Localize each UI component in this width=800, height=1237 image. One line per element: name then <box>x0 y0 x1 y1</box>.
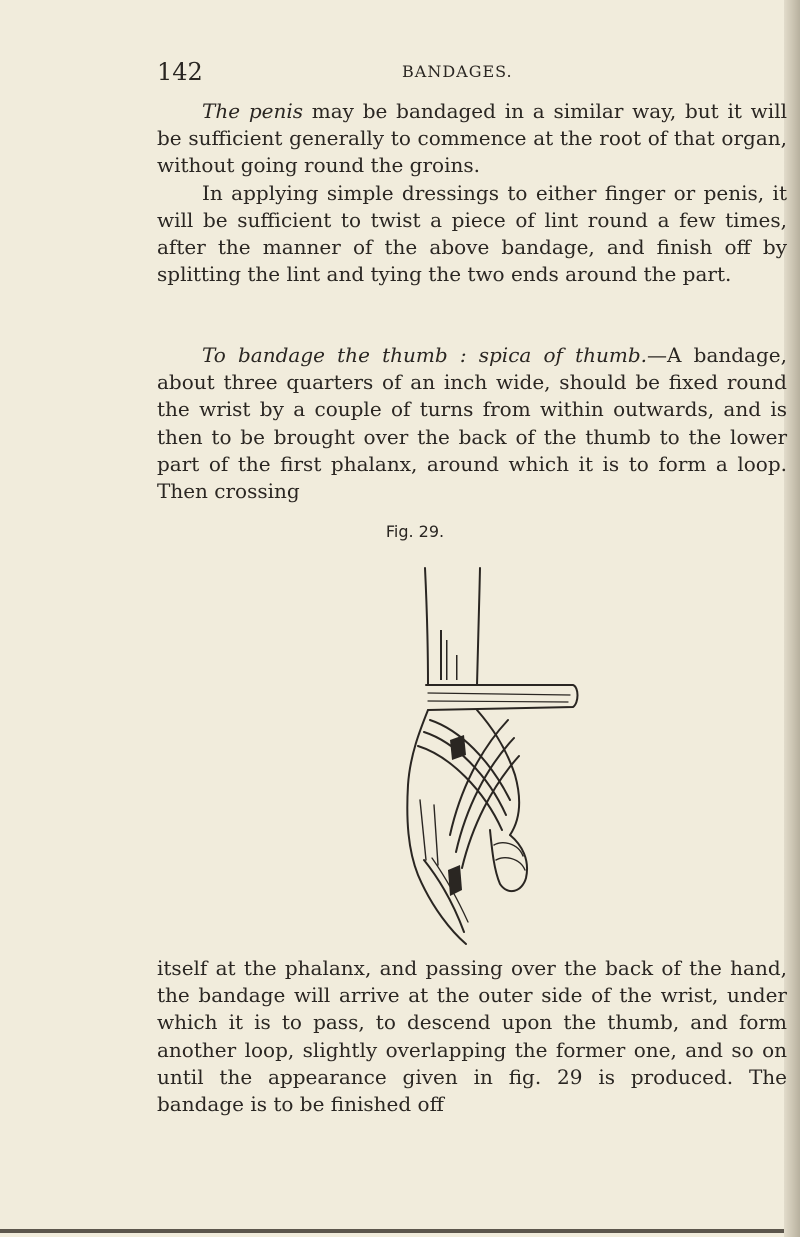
text-block-thumb <box>157 342 787 505</box>
text-block-lower <box>157 955 787 1118</box>
text-block-upper <box>157 98 787 288</box>
paragraph-lead: To bandage the thumb : spica of thumb. <box>202 343 648 367</box>
paragraph-body: In applying simple dressings to either finger or penis, it will be sufficient to twist a piece of lint round a few times, after the manner of the above bandage, and finish off by splitting the lint and tying the two ends around the part. <box>157 180 787 287</box>
paragraph-thumb <box>157 342 787 505</box>
paragraph-simple-dressings <box>157 180 787 289</box>
paragraph-lead: The penis <box>202 99 304 123</box>
paragraph-continuation <box>157 955 787 1118</box>
paragraph-penis <box>157 98 787 180</box>
thumb-spica-bandage-illustration <box>380 560 600 950</box>
paragraph-body: may be bandaged in a similar way, but it will be sufficient generally to commence at the root of that organ, without going round the groins. <box>157 99 787 178</box>
page-number: 142 <box>157 58 203 86</box>
figure-caption: Fig. 29. <box>385 522 445 541</box>
running-title: BANDAGES. <box>402 62 513 81</box>
bandage-drawing <box>380 560 600 950</box>
page-header <box>157 52 717 86</box>
paragraph-body: —A bandage, about three quarters of an inch wide, should be fixed round the wrist by a couple of turns from within outwards, and is then to be brought over the back of the thumb to the lower part of the first phalanx, around which it is to form a loop. Then crossing <box>157 343 787 504</box>
paragraph-body: itself at the phalanx, and passing over the back of the hand, the bandage will arrive at the outer side of the wrist, under which it is to pass, to descend upon the thumb, and form another loop, slightly overlapping the former one, and so on until the appearance given in fig. 29 is produced. The bandage is to be finished off <box>157 956 787 1117</box>
page-bottom-rule <box>0 1229 784 1233</box>
